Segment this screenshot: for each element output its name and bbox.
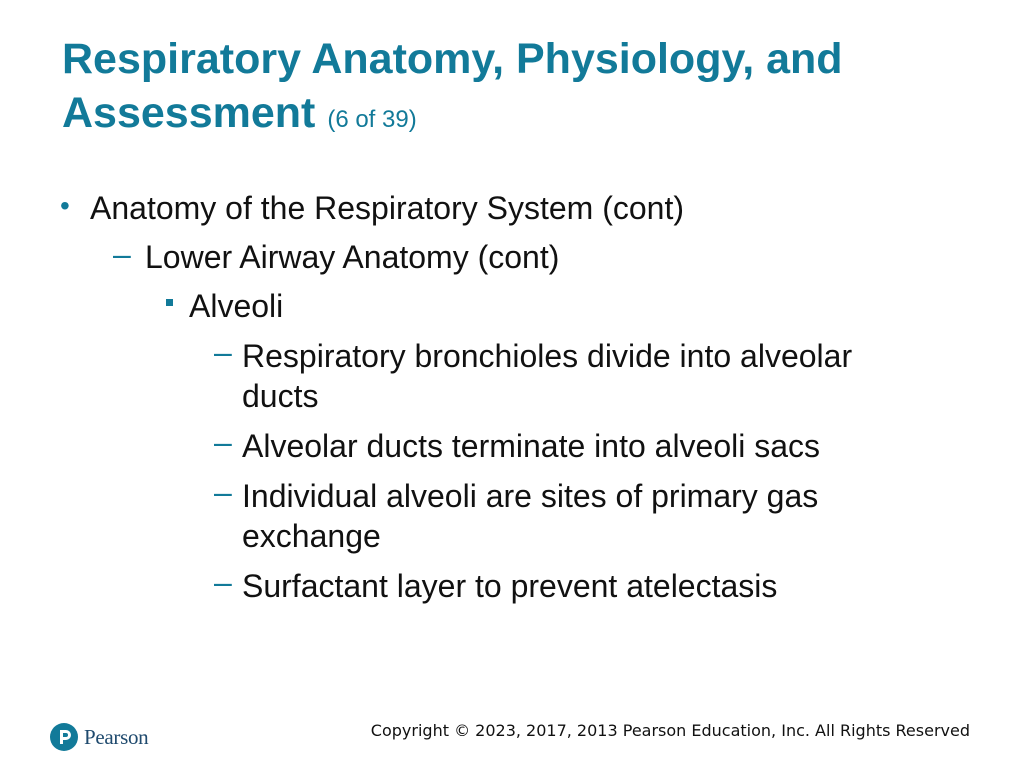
dash-icon: – xyxy=(214,424,232,460)
bullet-level-4 xyxy=(242,336,852,416)
bullet-level-1: Anatomy of the Respiratory System (cont) xyxy=(90,190,684,226)
copyright-text: Copyright © 2023, 2017, 2013 Pearson Education, Inc. All Rights Reserved xyxy=(370,721,970,740)
bullet-level-3: Alveoli xyxy=(189,288,284,324)
bullet-text-line: ducts xyxy=(242,378,319,414)
dash-icon: – xyxy=(214,334,232,370)
logo-wordmark: Pearson xyxy=(84,724,149,749)
bullet-level-4 xyxy=(242,566,777,606)
pearson-logo xyxy=(50,720,148,754)
dash-icon: – xyxy=(214,474,232,510)
bullet-text-line: Individual alveoli are sites of primary gas xyxy=(242,478,819,514)
pearson-p-logo-icon xyxy=(50,723,78,751)
square-bullet-icon xyxy=(166,299,173,306)
dash-icon: – xyxy=(214,564,232,600)
bullet-level-4 xyxy=(242,426,820,466)
bullet-text-line: Respiratory bronchioles divide into alveolar xyxy=(242,338,853,374)
bullet-level-4 xyxy=(242,476,818,556)
title-line-1: Respiratory Anatomy, Physiology, and xyxy=(62,35,843,83)
bullet-dot-icon: • xyxy=(60,190,70,221)
bullet-text-line: exchange xyxy=(242,518,381,554)
slide-counter: (6 of 39) xyxy=(327,106,417,133)
title-line-2: Assessment xyxy=(62,89,316,137)
bullet-text-line: Alveolar ducts terminate into alveoli sacs xyxy=(242,428,821,464)
bullet-text-line: Surfactant layer to prevent atelectasis xyxy=(242,568,778,604)
bullet-level-2: Lower Airway Anatomy (cont) xyxy=(145,239,560,275)
dash-icon: – xyxy=(113,236,131,272)
